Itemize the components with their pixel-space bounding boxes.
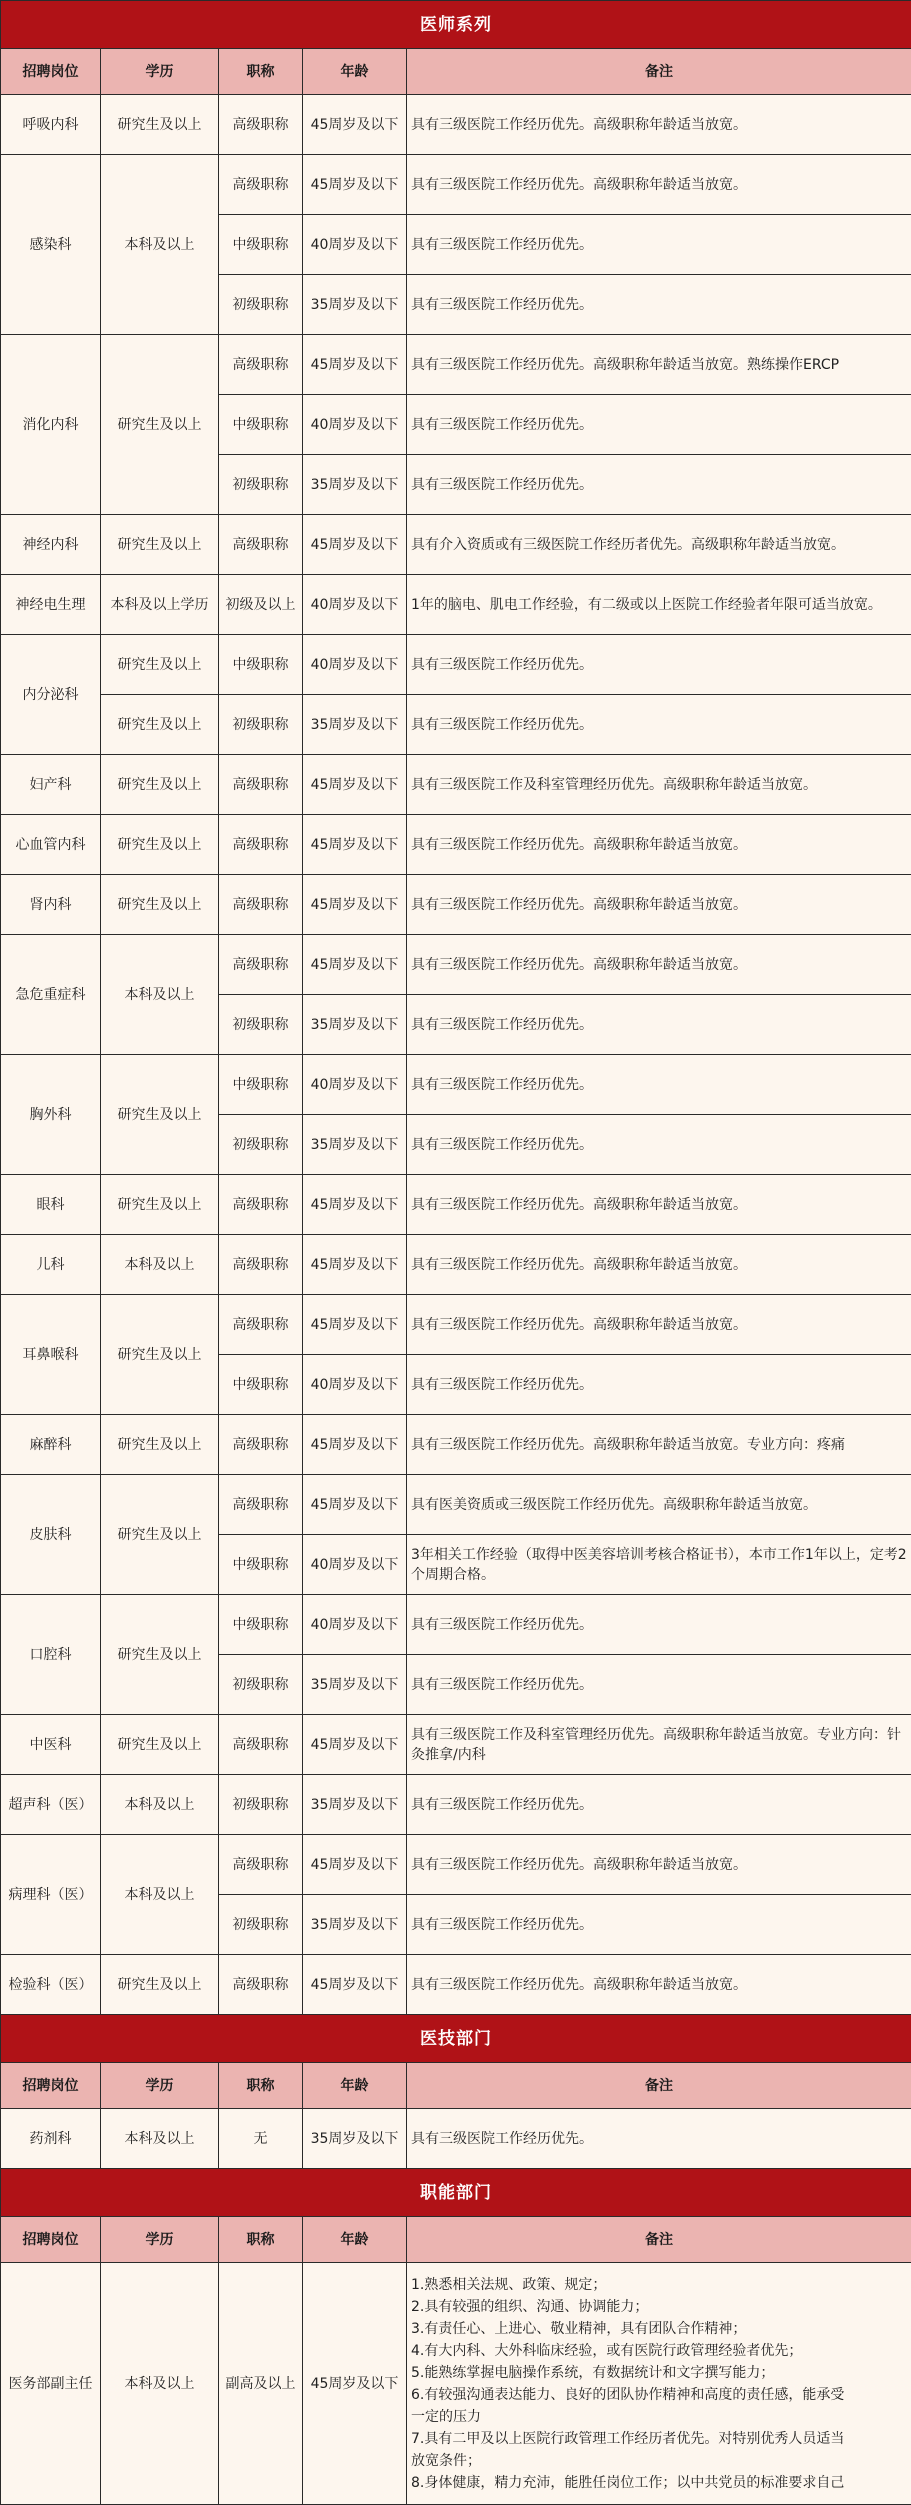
table-row <box>1 335 911 395</box>
section-func-header <box>1 2169 911 2217</box>
education-cell: 研究生及以上 <box>101 1415 219 1475</box>
age-cell: 45周岁及以下 <box>303 1235 407 1295</box>
position-cell: 病理科（医） <box>1 1835 101 1955</box>
age-cell: 40周岁及以下 <box>303 1535 407 1595</box>
position-cell: 神经内科 <box>1 515 101 575</box>
note-cell: 具有三级医院工作经历优先。高级职称年龄适当放宽。 <box>407 1295 911 1355</box>
table-row <box>1 515 911 575</box>
title-cell: 高级职称 <box>219 1235 303 1295</box>
age-cell: 35周岁及以下 <box>303 2109 407 2169</box>
title-cell: 高级职称 <box>219 1175 303 1235</box>
table-row <box>1 2109 911 2169</box>
position-cell: 神经电生理 <box>1 575 101 635</box>
age-cell: 45周岁及以下 <box>303 1835 407 1895</box>
col-notes: 备注 <box>407 2063 911 2109</box>
title-cell: 初级职称 <box>219 995 303 1055</box>
section-title: 医师系列 <box>1 1 911 49</box>
position-cell: 麻醉科 <box>1 1415 101 1475</box>
position-cell: 医务部副主任 <box>1 2263 101 2505</box>
note-cell: 具有三级医院工作经历优先。高级职称年龄适当放宽。 <box>407 1175 911 1235</box>
table-row <box>1 1475 911 1535</box>
age-cell: 45周岁及以下 <box>303 1175 407 1235</box>
title-cell: 高级职称 <box>219 1715 303 1775</box>
title-cell: 高级职称 <box>219 515 303 575</box>
table-row <box>1 575 911 635</box>
note-line: 一定的压力 <box>411 2406 907 2428</box>
education-cell: 研究生及以上 <box>101 815 219 875</box>
position-cell: 心血管内科 <box>1 815 101 875</box>
col-age: 年龄 <box>303 2063 407 2109</box>
note-cell <box>407 2263 911 2505</box>
age-cell: 45周岁及以下 <box>303 1415 407 1475</box>
note-line: 放宽条件； <box>411 2450 907 2472</box>
section-doctor-header <box>1 1 911 49</box>
title-cell: 无 <box>219 2109 303 2169</box>
position-cell: 口腔科 <box>1 1595 101 1715</box>
position-cell: 药剂科 <box>1 2109 101 2169</box>
education-cell: 本科及以上 <box>101 2109 219 2169</box>
note-cell: 具有三级医院工作经历优先。高级职称年龄适当放宽。 <box>407 935 911 995</box>
table-row <box>1 635 911 695</box>
note-cell: 具有三级医院工作经历优先。高级职称年龄适当放宽。 <box>407 875 911 935</box>
title-cell: 高级职称 <box>219 95 303 155</box>
title-cell: 初级职称 <box>219 455 303 515</box>
age-cell: 45周岁及以下 <box>303 1715 407 1775</box>
education-cell: 本科及以上 <box>101 1235 219 1295</box>
note-line: 2.具有较强的组织、沟通、协调能力； <box>411 2296 907 2318</box>
age-cell: 40周岁及以下 <box>303 1355 407 1415</box>
title-cell: 高级职称 <box>219 1955 303 2015</box>
education-cell: 研究生及以上 <box>101 1175 219 1235</box>
age-cell: 35周岁及以下 <box>303 455 407 515</box>
age-cell: 40周岁及以下 <box>303 1055 407 1115</box>
age-cell: 35周岁及以下 <box>303 1115 407 1175</box>
note-cell: 具有三级医院工作经历优先。高级职称年龄适当放宽。 <box>407 815 911 875</box>
title-cell: 高级职称 <box>219 1415 303 1475</box>
title-cell: 初级职称 <box>219 1775 303 1835</box>
col-notes: 备注 <box>407 49 911 95</box>
position-cell: 呼吸内科 <box>1 95 101 155</box>
age-cell: 45周岁及以下 <box>303 1295 407 1355</box>
note-cell: 具有三级医院工作经历优先。高级职称年龄适当放宽。熟练操作ERCP <box>407 335 911 395</box>
title-cell: 高级职称 <box>219 1835 303 1895</box>
age-cell: 35周岁及以下 <box>303 1895 407 1955</box>
column-header-row <box>1 2063 911 2109</box>
note-cell: 具有三级医院工作及科室管理经历优先。高级职称年龄适当放宽。 <box>407 755 911 815</box>
education-cell: 研究生及以上 <box>101 1295 219 1415</box>
title-cell: 中级职称 <box>219 1595 303 1655</box>
note-cell: 具有三级医院工作经历优先。 <box>407 635 911 695</box>
education-cell: 研究生及以上 <box>101 515 219 575</box>
table-row <box>1 1715 911 1775</box>
col-position: 招聘岗位 <box>1 2217 101 2263</box>
age-cell: 45周岁及以下 <box>303 95 407 155</box>
position-cell: 妇产科 <box>1 755 101 815</box>
age-cell: 40周岁及以下 <box>303 575 407 635</box>
education-cell: 研究生及以上 <box>101 95 219 155</box>
position-cell: 皮肤科 <box>1 1475 101 1595</box>
education-cell: 研究生及以上 <box>101 1955 219 2015</box>
title-cell: 中级职称 <box>219 1355 303 1415</box>
age-cell: 45周岁及以下 <box>303 1955 407 2015</box>
education-cell: 研究生及以上 <box>101 635 219 695</box>
col-position: 招聘岗位 <box>1 2063 101 2109</box>
table-row <box>1 1235 911 1295</box>
title-cell: 初级职称 <box>219 1895 303 1955</box>
note-cell: 具有三级医院工作经历优先。 <box>407 1355 911 1415</box>
table-row <box>1 95 911 155</box>
title-cell: 中级职称 <box>219 1535 303 1595</box>
title-cell: 初级职称 <box>219 1655 303 1715</box>
title-cell: 高级职称 <box>219 155 303 215</box>
table-row <box>1 1775 911 1835</box>
note-cell: 具有三级医院工作经历优先。 <box>407 1895 911 1955</box>
note-cell: 具有三级医院工作经历优先。 <box>407 215 911 275</box>
age-cell: 40周岁及以下 <box>303 215 407 275</box>
note-cell: 具有三级医院工作经历优先。高级职称年龄适当放宽。专业方向：疼痛 <box>407 1415 911 1475</box>
position-cell: 眼科 <box>1 1175 101 1235</box>
note-cell: 3年相关工作经验（取得中医美容培训考核合格证书），本市工作1年以上，定考2个周期合格。 <box>407 1535 911 1595</box>
note-line: 5.能熟练掌握电脑操作系统，有数据统计和文字撰写能力； <box>411 2362 907 2384</box>
note-cell: 具有三级医院工作经历优先。 <box>407 1595 911 1655</box>
education-cell: 研究生及以上 <box>101 1475 219 1595</box>
table-row <box>1 1295 911 1355</box>
age-cell: 40周岁及以下 <box>303 635 407 695</box>
note-cell: 具有三级医院工作经历优先。 <box>407 275 911 335</box>
age-cell: 45周岁及以下 <box>303 935 407 995</box>
title-cell: 高级职称 <box>219 875 303 935</box>
age-cell: 35周岁及以下 <box>303 275 407 335</box>
table-row <box>1 815 911 875</box>
title-cell: 高级职称 <box>219 815 303 875</box>
note-line: 1.熟悉相关法规、政策、规定； <box>411 2274 907 2296</box>
note-cell: 具有三级医院工作经历优先。高级职称年龄适当放宽。 <box>407 1835 911 1895</box>
age-cell: 35周岁及以下 <box>303 1655 407 1715</box>
note-line: 7.具有二甲及以上医院行政管理工作经历者优先。对特别优秀人员适当 <box>411 2428 907 2450</box>
age-cell: 35周岁及以下 <box>303 995 407 1055</box>
note-line: 4.有大内科、大外科临床经验，或有医院行政管理经验者优先； <box>411 2340 907 2362</box>
title-cell: 高级职称 <box>219 1475 303 1535</box>
note-cell: 具有三级医院工作经历优先。 <box>407 455 911 515</box>
table-row <box>1 155 911 215</box>
title-cell: 中级职称 <box>219 635 303 695</box>
age-cell: 45周岁及以下 <box>303 155 407 215</box>
education-cell: 本科及以上 <box>101 1835 219 1955</box>
title-cell: 初级及以上 <box>219 575 303 635</box>
col-title: 职称 <box>219 2217 303 2263</box>
col-education: 学历 <box>101 2063 219 2109</box>
table-row <box>1 1175 911 1235</box>
education-cell: 研究生及以上 <box>101 875 219 935</box>
note-cell: 具有三级医院工作经历优先。 <box>407 995 911 1055</box>
education-cell: 本科及以上 <box>101 1775 219 1835</box>
note-cell: 具有三级医院工作经历优先。高级职称年龄适当放宽。 <box>407 1235 911 1295</box>
col-title: 职称 <box>219 2063 303 2109</box>
title-cell: 初级职称 <box>219 1115 303 1175</box>
note-line: 6.有较强沟通表达能力、良好的团队协作精神和高度的责任感，能承受 <box>411 2384 907 2406</box>
note-cell: 具有三级医院工作经历优先。 <box>407 1655 911 1715</box>
education-cell: 研究生及以上 <box>101 335 219 515</box>
title-cell: 中级职称 <box>219 1055 303 1115</box>
table-row <box>1 1835 911 1895</box>
position-cell: 儿科 <box>1 1235 101 1295</box>
title-cell: 高级职称 <box>219 335 303 395</box>
col-age: 年龄 <box>303 49 407 95</box>
note-line: 8.身体健康，精力充沛，能胜任岗位工作；以中共党员的标准要求自己 <box>411 2472 907 2494</box>
col-education: 学历 <box>101 2217 219 2263</box>
table-row <box>1 1415 911 1475</box>
age-cell: 35周岁及以下 <box>303 1775 407 1835</box>
col-position: 招聘岗位 <box>1 49 101 95</box>
table-row <box>1 695 911 755</box>
note-cell: 具有三级医院工作经历优先。 <box>407 2109 911 2169</box>
position-cell: 急危重症科 <box>1 935 101 1055</box>
column-header-row <box>1 2217 911 2263</box>
title-cell: 高级职称 <box>219 1295 303 1355</box>
note-cell: 具有三级医院工作及科室管理经历优先。高级职称年龄适当放宽。专业方向：针灸推拿/内科 <box>407 1715 911 1775</box>
title-cell: 初级职称 <box>219 275 303 335</box>
section-title: 职能部门 <box>1 2169 911 2217</box>
position-cell: 消化内科 <box>1 335 101 515</box>
note-cell: 具有介入资质或有三级医院工作经历者优先。高级职称年龄适当放宽。 <box>407 515 911 575</box>
note-line: 3.有责任心、上进心、敬业精神，具有团队合作精神； <box>411 2318 907 2340</box>
education-cell: 本科及以上 <box>101 2263 219 2505</box>
education-cell: 研究生及以上 <box>101 1055 219 1175</box>
age-cell: 35周岁及以下 <box>303 695 407 755</box>
position-cell: 中医科 <box>1 1715 101 1775</box>
education-cell: 本科及以上 <box>101 155 219 335</box>
position-cell: 内分泌科 <box>1 635 101 755</box>
title-cell: 中级职称 <box>219 395 303 455</box>
table-row <box>1 1595 911 1655</box>
note-cell: 具有三级医院工作经历优先。高级职称年龄适当放宽。 <box>407 155 911 215</box>
table-row <box>1 1955 911 2015</box>
title-cell: 副高及以上 <box>219 2263 303 2505</box>
table-row <box>1 875 911 935</box>
title-cell: 高级职称 <box>219 935 303 995</box>
title-cell: 高级职称 <box>219 755 303 815</box>
age-cell: 45周岁及以下 <box>303 755 407 815</box>
table-row <box>1 935 911 995</box>
table-row <box>1 2263 911 2505</box>
col-age: 年龄 <box>303 2217 407 2263</box>
position-cell: 胸外科 <box>1 1055 101 1175</box>
education-cell: 本科及以上学历 <box>101 575 219 635</box>
education-cell: 研究生及以上 <box>101 1715 219 1775</box>
age-cell: 45周岁及以下 <box>303 515 407 575</box>
note-cell: 具有三级医院工作经历优先。 <box>407 1775 911 1835</box>
title-cell: 初级职称 <box>219 695 303 755</box>
age-cell: 45周岁及以下 <box>303 2263 407 2505</box>
age-cell: 40周岁及以下 <box>303 395 407 455</box>
education-cell: 研究生及以上 <box>101 695 219 755</box>
age-cell: 45周岁及以下 <box>303 335 407 395</box>
position-cell: 肾内科 <box>1 875 101 935</box>
section-tech-header <box>1 2015 911 2063</box>
position-cell: 超声科（医） <box>1 1775 101 1835</box>
section-title: 医技部门 <box>1 2015 911 2063</box>
note-cell: 1年的脑电、肌电工作经验，有二级或以上医院工作经验者年限可适当放宽。 <box>407 575 911 635</box>
column-header-row <box>1 49 911 95</box>
note-cell: 具有三级医院工作经历优先。高级职称年龄适当放宽。 <box>407 95 911 155</box>
age-cell: 45周岁及以下 <box>303 1475 407 1535</box>
position-cell: 耳鼻喉科 <box>1 1295 101 1415</box>
position-cell: 感染科 <box>1 155 101 335</box>
age-cell: 40周岁及以下 <box>303 1595 407 1655</box>
education-cell: 本科及以上 <box>101 935 219 1055</box>
note-cell: 具有三级医院工作经历优先。 <box>407 1115 911 1175</box>
note-cell: 具有三级医院工作经历优先。 <box>407 695 911 755</box>
position-cell: 检验科（医） <box>1 1955 101 2015</box>
note-cell: 具有三级医院工作经历优先。 <box>407 1055 911 1115</box>
table-row <box>1 755 911 815</box>
col-education: 学历 <box>101 49 219 95</box>
table-row <box>1 1055 911 1115</box>
title-cell: 中级职称 <box>219 215 303 275</box>
note-cell: 具有医美资质或三级医院工作经历优先。高级职称年龄适当放宽。 <box>407 1475 911 1535</box>
education-cell: 研究生及以上 <box>101 755 219 815</box>
note-cell: 具有三级医院工作经历优先。高级职称年龄适当放宽。 <box>407 1955 911 2015</box>
col-notes: 备注 <box>407 2217 911 2263</box>
col-title: 职称 <box>219 49 303 95</box>
education-cell: 研究生及以上 <box>101 1595 219 1715</box>
note-cell: 具有三级医院工作经历优先。 <box>407 395 911 455</box>
age-cell: 45周岁及以下 <box>303 815 407 875</box>
age-cell: 45周岁及以下 <box>303 875 407 935</box>
